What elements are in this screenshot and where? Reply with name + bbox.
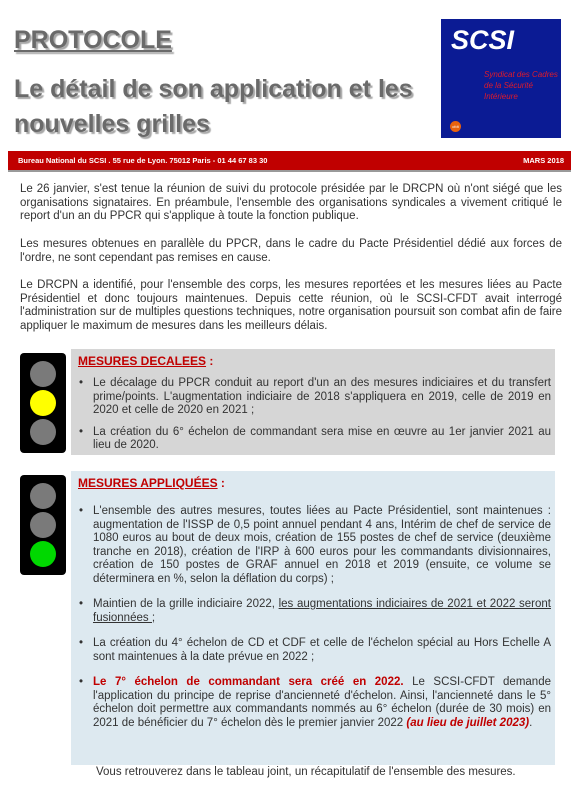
delayed-measures-list (71, 377, 551, 453)
applied-title-text: MESURES APPLIQUÉES (78, 476, 218, 490)
traffic-light-amber-icon (20, 353, 66, 453)
delayed-item-1: Le décalage du PPCR conduit au report d'un an des mesures indiciaires et du transfert prime/points. L'augmentation indiciaire de 2018 s'appliquera en 2019, celle de 2019 en 2020 et celle de 2020 en 2021 ; (93, 377, 551, 416)
bullet-icon: • (79, 637, 84, 649)
band-divider (8, 170, 571, 172)
list-item (71, 598, 551, 625)
lamp-red-off (30, 483, 56, 509)
applied-item-1: L'ensemble des autres mesures, toutes liées au Pacte Présidentiel, sont maintenues : augmentation de l'ISSP de 0,5 point annuel pendant 4 ans, Intérim de chef de service de 1080 euros au bout de deux mois, création de 155 postes de chef de service (deuxième tranche en 2018), création de l'IRP à 600 euros pour les commandants divisionnaires, création de 150 postes de GRAF annuel en 2018 et 2019 (ensuite, ce volume se déterminera en %, selon la déflation du corps) ; (93, 505, 551, 585)
delayed-measures-box (71, 349, 555, 455)
applied-item-4-end: . (529, 716, 533, 729)
applied-item-3: La création du 4° échelon de CD et CDF et celle de l'échelon spécial au Hors Echelle A sont maintenues à la date prévue en 2022 ; (93, 637, 551, 663)
list-item (71, 426, 551, 453)
logo-name: SCSI (451, 25, 515, 55)
list-item (71, 637, 551, 664)
lamp-green-on (30, 541, 56, 567)
bullet-icon: • (79, 425, 84, 438)
applied-item-2-underlined: les augmentations indiciaires de 2021 et 2022 seront fusionnées ; (93, 598, 551, 624)
page-title: PROTOCOLE (14, 26, 172, 54)
lamp-amber-on (30, 390, 56, 416)
bullet-icon: • (79, 505, 84, 517)
applied-item-4-lead: Le 7° échelon de commandant sera créé en 2022. (93, 676, 404, 688)
delayed-title-text: MESURES DECALEES (78, 354, 207, 368)
bullet-icon: • (79, 676, 84, 688)
lamp-red-off (30, 361, 56, 387)
union-address: Bureau National du SCSI . 55 rue de Lyon. 75012 Paris - 01 44 67 83 30 (18, 156, 268, 165)
list-item (71, 676, 551, 730)
delayed-title-colon: : (206, 354, 214, 368)
issue-date: MARS 2018 (523, 156, 564, 165)
bullet-icon: • (79, 598, 84, 610)
address-band (8, 151, 571, 170)
applied-measures-box (71, 471, 555, 765)
applied-measures-title (78, 476, 225, 490)
intro-paragraph-1: Le 26 janvier, s'est tenue la réunion de suivi du protocole présidée par le DRCPN où n'ont siégé que les organisations signataires. En préambule, l'ensemble des organisations syndicales a vivement critiqué le report d'un an du PPCR qui s'applique à toute la fonction publique. (20, 183, 562, 222)
applied-item-4-text: Le SCSI-CFDT demande l'application du principe de reprise d'ancienneté d'échelon. Ainsi, l'ancienneté dans le 5° échelon doit permettre aux commandants nommés au 6° échelon (durée de 30 mois) en 2021 de bénéficier du 7° échelon dès le premier janvier 2022 (93, 676, 551, 729)
traffic-light-green-icon (20, 475, 66, 575)
intro-paragraph-3: Le DRCPN a identifié, pour l'ensemble des corps, les mesures reportées et les mesures liées au Pacte Présidentiel et donc toujours maintenues. Depuis cette réunion, où le SCSI-CFDT avait interrogé l'administration sur de multiples questions techniques, notre organisation poursuit son combat afin de faire appliquer le maximum de mesures dans les meilleurs délais. (20, 279, 562, 332)
list-item (71, 505, 551, 586)
page-subtitle: Le détail de son application et les nouvelles grilles (14, 75, 413, 138)
intro-paragraph-2: Les mesures obtenues en parallèle du PPCR, dans le cadre du Pacte Présidentiel dédié aux forces de l'ordre, ne sont cependant pas remises en cause. (20, 238, 562, 264)
applied-item-2: Maintien de la grille indiciaire 2022, (93, 598, 279, 610)
lamp-amber-off (30, 512, 56, 538)
logo-tagline: Syndicat des Cadres de la Sécurité Intérieure (484, 70, 558, 101)
scsi-logo (441, 19, 561, 138)
bullet-icon: • (79, 377, 84, 389)
delayed-measures-title (78, 354, 213, 368)
cfdt-seal-icon: cfdt (450, 121, 461, 132)
footer-note: Vous retrouverez dans le tableau joint, un récapitulatif de l'ensemble des mesures. (96, 766, 516, 778)
lamp-green-off (30, 419, 56, 445)
applied-item-4-note: (au lieu de juillet 2023) (406, 716, 530, 729)
list-item (71, 377, 551, 418)
delayed-item-2: La création du 6° échelon de commandant sera mise en œuvre au 1er janvier 2021 au lieu de 2020. (93, 425, 551, 451)
applied-measures-list (71, 505, 551, 730)
applied-title-colon: : (217, 476, 225, 490)
